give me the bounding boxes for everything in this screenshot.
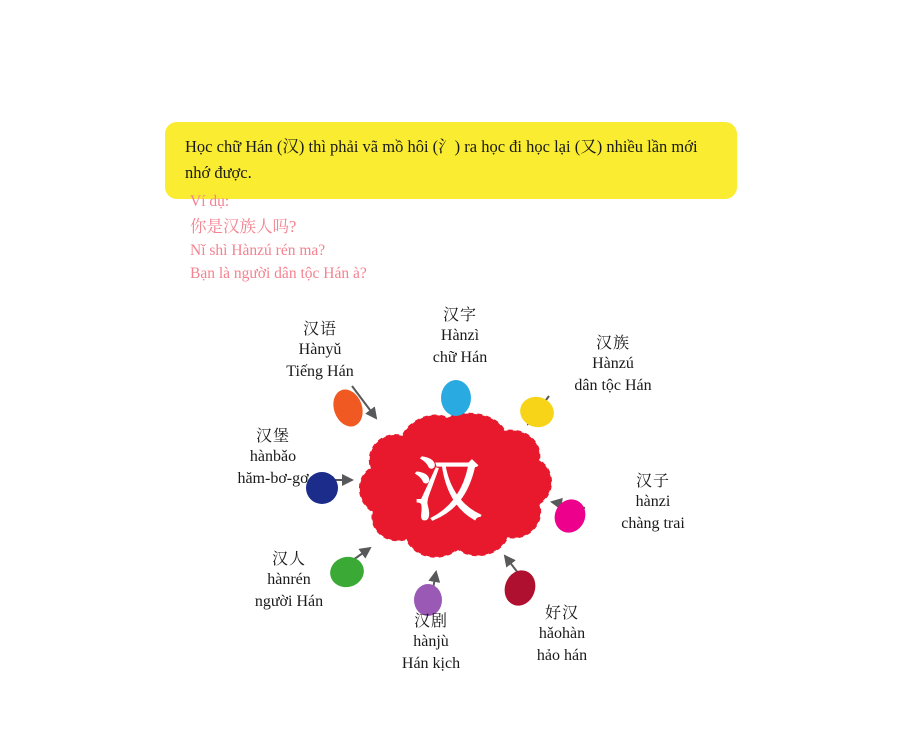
node-pinyin-hanyu: Hànyǔ xyxy=(298,341,342,359)
node-han-haohan: 好汉 xyxy=(544,603,579,622)
node-pinyin-hanzi-chang-trai: hànzi xyxy=(635,493,671,511)
node-han-hanzu: 汉族 xyxy=(595,333,630,352)
example-label: Ví dụ: xyxy=(190,193,230,210)
node-pinyin-hanbao: hànbǎo xyxy=(249,448,297,466)
node-viet-hanbao: hăm-bơ-gơ xyxy=(237,469,309,487)
node-label-hanren xyxy=(214,548,364,612)
node-han-hanju: 汉剧 xyxy=(413,611,448,630)
central-node xyxy=(355,417,541,557)
node-viet-hanju: Hán kịch xyxy=(401,654,461,672)
example-block xyxy=(190,190,710,286)
example-chinese: 你是汉族人吗? xyxy=(190,216,297,236)
node-pinyin-hanju: hànjù xyxy=(413,633,449,651)
node-han-hanzi-chang-trai: 汉子 xyxy=(635,471,670,490)
node-pinyin-hanren: hànrén xyxy=(267,571,311,589)
note-text: Học chữ Hán (汉) thì phải vã mồ hôi (氵) ra học đi học lại (又) nhiều lần mới nhớ được. xyxy=(185,137,698,182)
node-label-hanzi-chang-trai xyxy=(578,470,728,534)
node-pinyin-hanzu: Hànzú xyxy=(592,355,634,373)
node-label-hanyu xyxy=(250,318,390,382)
node-viet-hanyu: Tiếng Hán xyxy=(286,362,354,380)
node-label-hanju xyxy=(366,610,496,674)
example-pinyin: Nǐ shì Hànzú rén ma? xyxy=(190,241,326,259)
node-han-hanyu: 汉语 xyxy=(302,319,337,338)
central-character: 汉 xyxy=(413,451,483,531)
node-pinyin-hanzi-chu-han: Hànzì xyxy=(440,327,480,345)
node-viet-hanzu: dân tộc Hán xyxy=(574,376,652,394)
node-label-hanzi-chu-han xyxy=(390,304,530,368)
example-vietnamese: Bạn là người dân tộc Hán à? xyxy=(190,265,367,283)
node-pinyin-haohan: hǎohàn xyxy=(538,625,586,643)
node-label-hanzu xyxy=(538,332,688,396)
node-han-hanzi-chu-han: 汉字 xyxy=(442,305,477,324)
node-label-haohan xyxy=(492,602,632,666)
node-viet-hanzi-chang-trai: chàng trai xyxy=(621,514,685,532)
node-viet-hanzi-chu-han: chữ Hán xyxy=(432,348,488,366)
node-label-hanbao xyxy=(198,425,348,489)
node-han-hanren: 汉人 xyxy=(271,549,306,568)
mind-map-diagram xyxy=(0,290,904,720)
blob-hanzi-chu-han xyxy=(441,380,471,416)
node-viet-haohan: hảo hán xyxy=(536,646,588,664)
node-viet-hanren: người Hán xyxy=(254,592,324,610)
note-banner xyxy=(165,122,737,199)
node-han-hanbao: 汉堡 xyxy=(255,426,290,445)
